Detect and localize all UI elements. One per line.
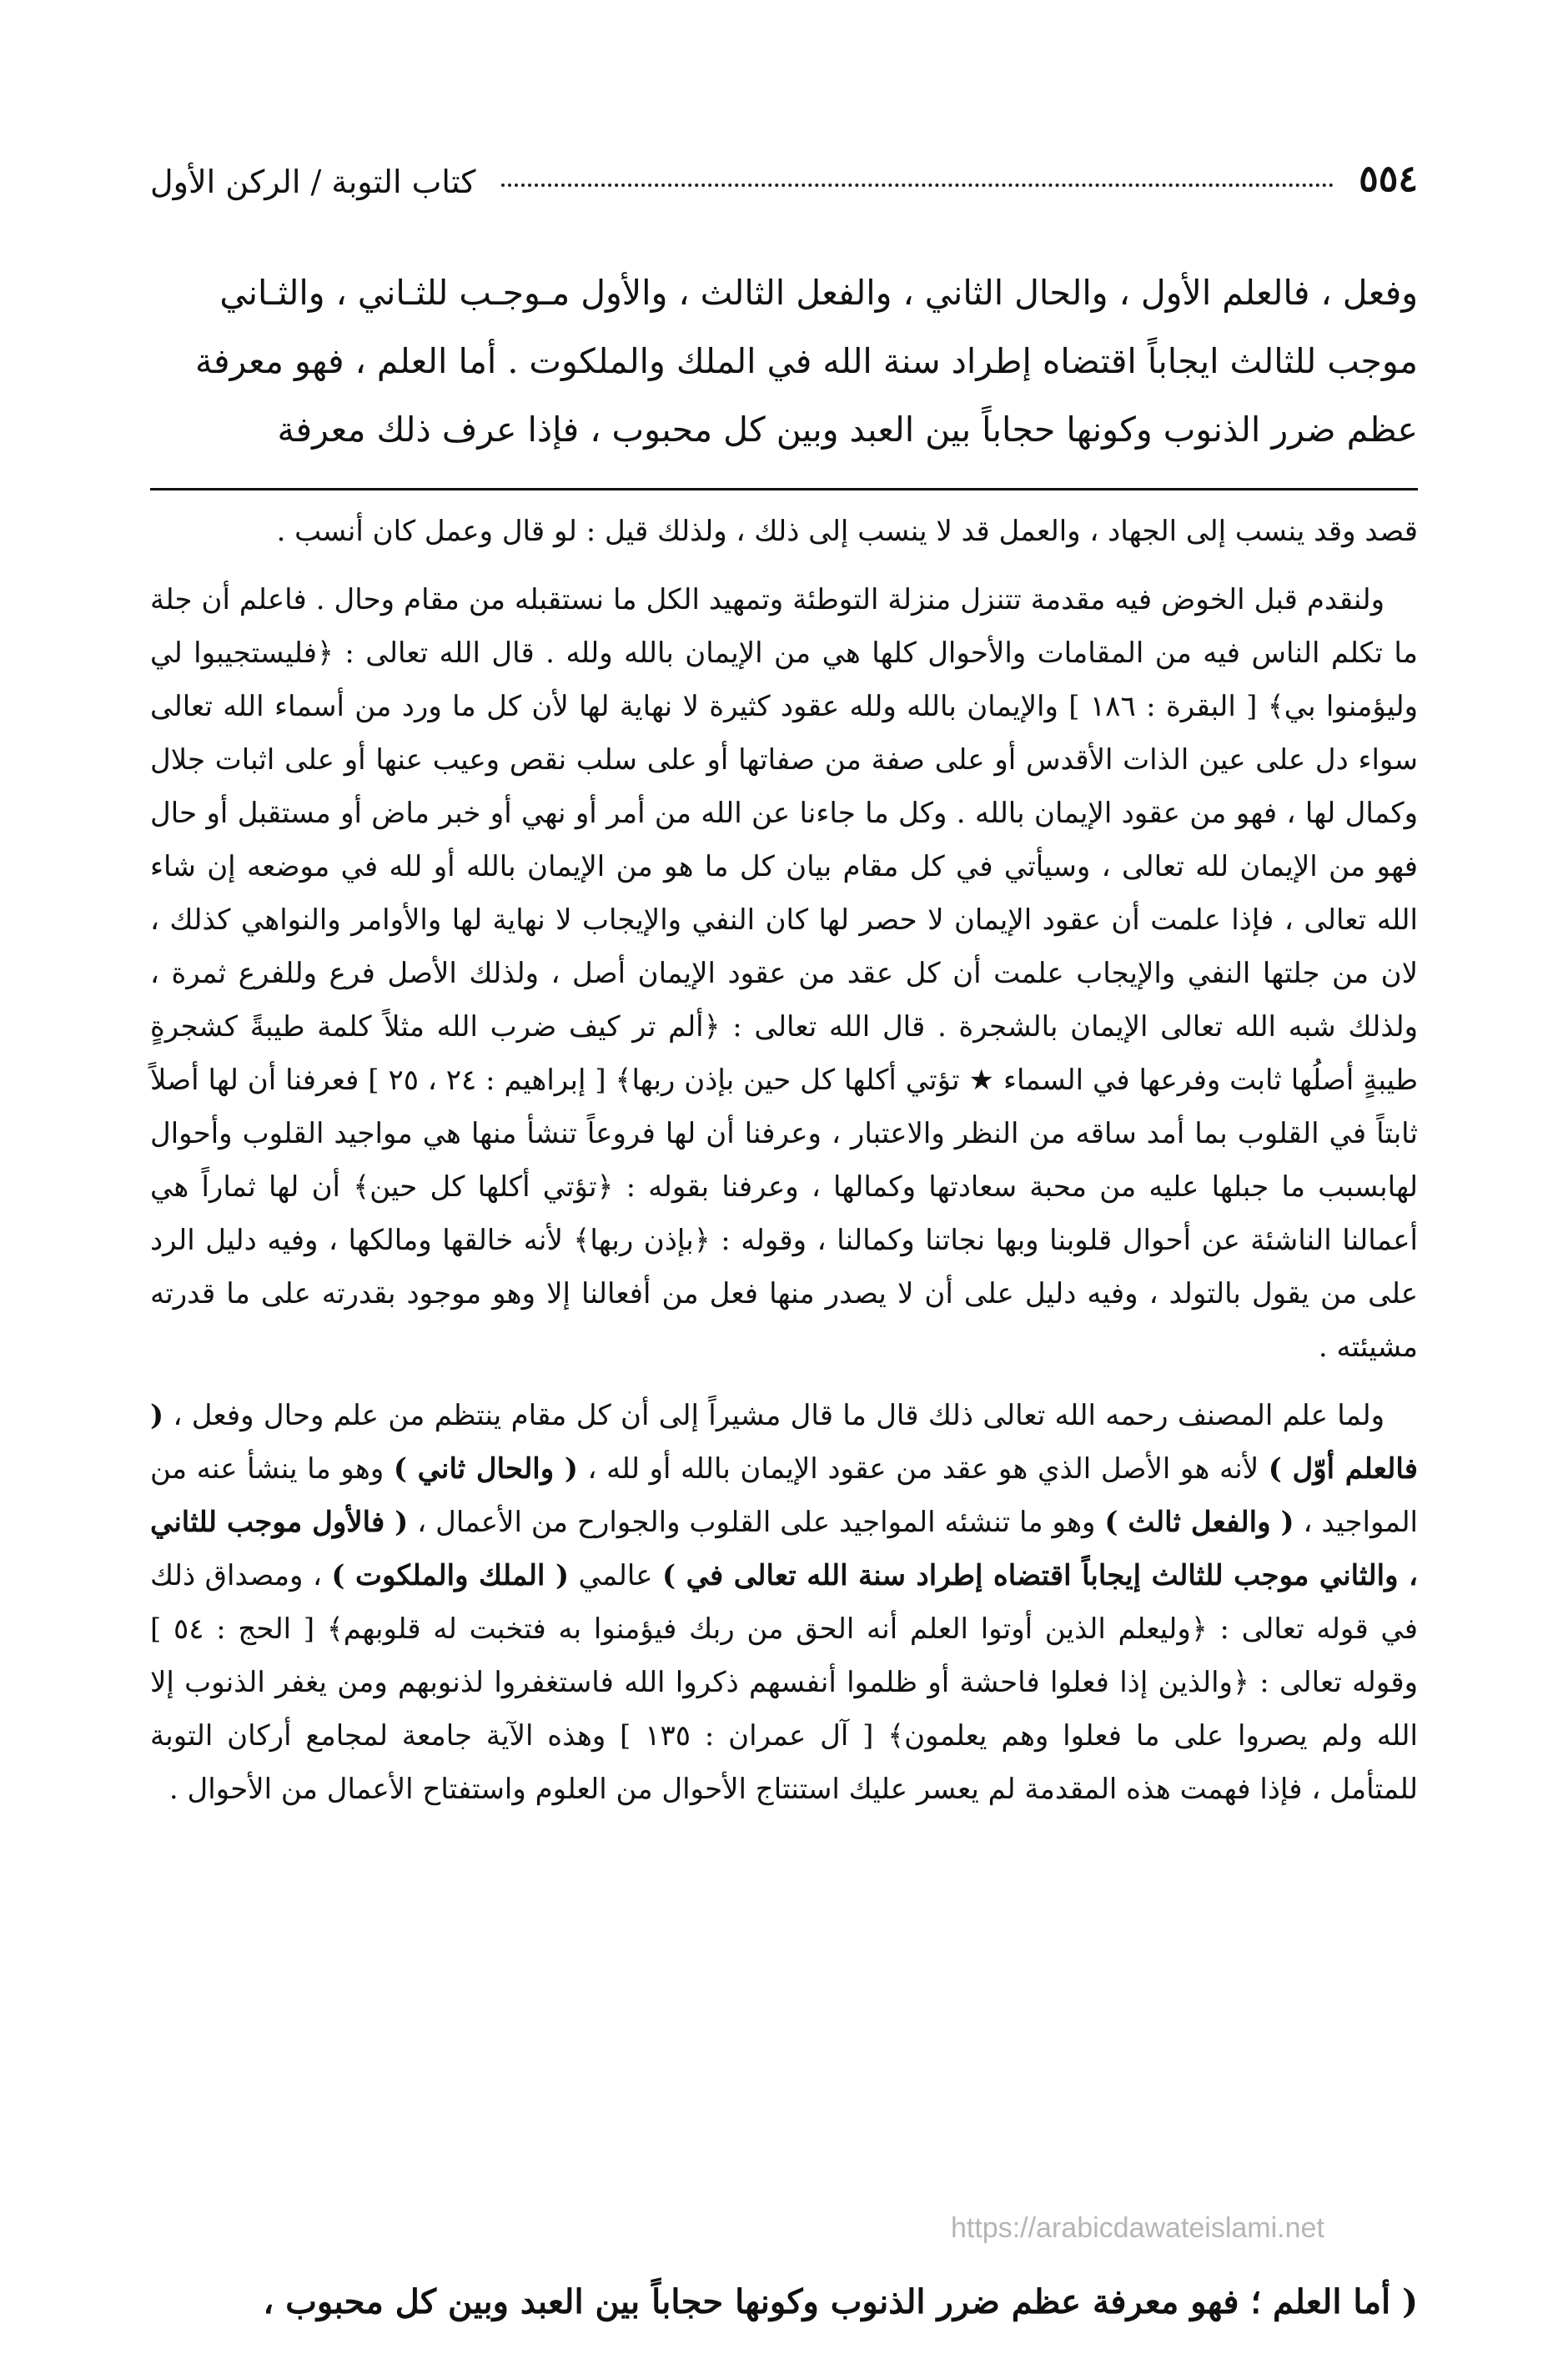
page-header [150,125,1418,200]
watermark-url: https://arabicdawateislami.net [951,2212,1324,2244]
quoted-matn: ( فالعلم أوّل ) [150,1399,1418,1486]
commentary-paragraph [150,1389,1418,1816]
commentary-text-run: ولما علم المصنف رحمه الله تعالى ذلك قال ما قال مشيراً إلى أن كل مقام ينتظم من علم وحال وفعل ، [163,1399,1385,1432]
matn-line: وفعل ، فالعلم الأول ، والحال الثاني ، والفعل الثالث ، والأول مـوجـب للثـاني ، والثـاني [219,273,1418,313]
footnote-divider [150,488,1418,490]
page-number: ٥٥٤ [1359,158,1418,200]
quoted-matn: ( الملك والملكوت ) [331,1559,570,1592]
commentary-text-run: عالمي [569,1559,663,1592]
commentary-text-run: وهو ما ينشأ عنه من المواجيد ، [150,1452,1418,1539]
header-dotted-rule [501,184,1334,187]
book-page [150,125,1418,2319]
commentary-paragraph: ولنقدم قبل الخوض فيه مقدمة تتنزل منزلة التوطئة وتمهيد الكل ما نستقبله من مقام وحال . فاعلم أن جلة ما تكلم الناس فيه من المقامات والأحوال كلها هي من الإيمان بالله ولله . قال الله تعالى : ﴿فليستجيبوا لي وليؤمنوا بي﴾ [ البقرة : ١٨٦ ] والإيمان بالله ولله عقود كثيرة لا نهاية لها لأن كل ما ورد من أسماء الله تعالى سواء دل على عين الذات الأقدس أو على صفة من صفاتها أو على سلب نقص وعيب عنها أو على اثبات جلال وكمال لها ، فهو من عقود الإيمان بالله . وكل ما جاءنا عن الله من أمر أو نهي أو خبر ماض أو مستقبل أو حال فهو من الإيمان لله تعالى ، وسيأتي في كل مقام بيان كل ما هو من الإيمان بالله أو لله في موضعه إن شاء الله تعالى ، فإذا علمت أن عقود الإيمان لا حصر لها كان النفي والإيجاب لا نهاية لها والأوامر والنواهي كذلك ، لان من جلتها النفي والإيجاب علمت أن كل عقد من عقود الإيمان أصل ، ولذلك الأصل فرع وللفرع ثمرة ، ولذلك شبه الله تعالى الإيمان بالشجرة . قال الله تعالى : ﴿ألم تر كيف ضرب الله مثلاً كلمة طيبةً كشجرةٍ طيبةٍ أصلُها ثابت وفرعها في السماء ★ تؤتي أكلها كل حين بإذن ربها﴾ [ إبراهيم : ٢٤ ، ٢٥ ] فعرفنا أن لها أصلاً ثابتاً في القلوب بما أمد ساقه من النظر والاعتبار ، وعرفنا أن لها فروعاً تنشأ منها هي مواجيد القلوب وأحوال لهابسبب ما جبلها عليه من محبة سعادتها وكمالها ، وعرفنا بقوله : ﴿تؤتي أكلها كل حين﴾ أن لها ثماراً هي أعمالنا الناشئة عن أحوال قلوبنا وبها نجاتنا وكمالنا ، وقوله : ﴿بإذن ربها﴾ لأنه خالقها ومالكها ، وفيه دليل الرد على من يقول بالتولد ، وفيه دليل على أن لا يصدر منها فعل من أفعالنا إلا وهو موجود بقدرته على ما قدرته مشيئته . [150,583,1419,1364]
matn-line: عظم ضرر الذنوب وكونها حجاباً بين العبد وبين كل محبوب ، فإذا عرف ذلك معرفة [277,410,1418,450]
commentary-text-run: وهو ما تنشئه المواجيد على القلوب والجوارح من الأعمال ، [408,1506,1105,1539]
commentary-text [150,505,1418,1831]
commentary-paragraph: قصد وقد ينسب إلى الجهاد ، والعمل قد لا ينسب إلى ذلك ، ولذلك قيل : لو قال وعمل كان أنسب . [276,515,1418,548]
main-matn-text [150,259,1418,464]
quoted-matn: ( فالأول موجب للثاني ، والثاني موجب للثالث إيجاباً اقتضاه إطراد سنة الله تعالى في ) [150,1506,1418,1592]
matn-line: موجب للثالث ايجاباً اقتضاه إطراد سنة الله في الملك والملكوت . أما العلم ، فهو معرفة [194,341,1418,381]
running-title: كتاب التوبة / الركن الأول [150,163,476,200]
quoted-matn: ( والحال ثاني ) [393,1452,578,1486]
commentary-text-run: ، ومصداق ذلك في قوله تعالى : ﴿وليعلم الذين أوتوا العلم أنه الحق من ربك فيؤمنوا به فتخبت له قلوبهم﴾ [ الحج : ٥٤ ] وقوله تعالى : ﴿والذين إذا فعلوا فاحشة أو ظلموا أنفسهم ذكروا الله فاستغفروا لذنوبهم ومن يغفر الذنوب إلا الله ولم يصروا على ما فعلوا وهم يعلمون﴾ [ آل عمران : ١٣٥ ] وهذه الآية جامعة لمجامع أركان التوبة للمتأمل ، فإذا فهمت هذه المقدمة لم يعسر عليك استنتاج الأحوال من العلوم واستفتاح الأعمال من الأحوال . [150,1559,1419,1806]
commentary-text-run: لأنه هو الأصل الذي هو عقد من عقود الإيمان بالله أو لله ، [577,1452,1269,1486]
quoted-matn: ( والفعل ثالث ) [1104,1506,1294,1539]
bold-quoted-matn-line: ( أما العلم ؛ فهو معرفة عظم ضرر الذنوب وكونها حجاباً بين العبد وبين كل محبوب ، [263,2282,1418,2321]
